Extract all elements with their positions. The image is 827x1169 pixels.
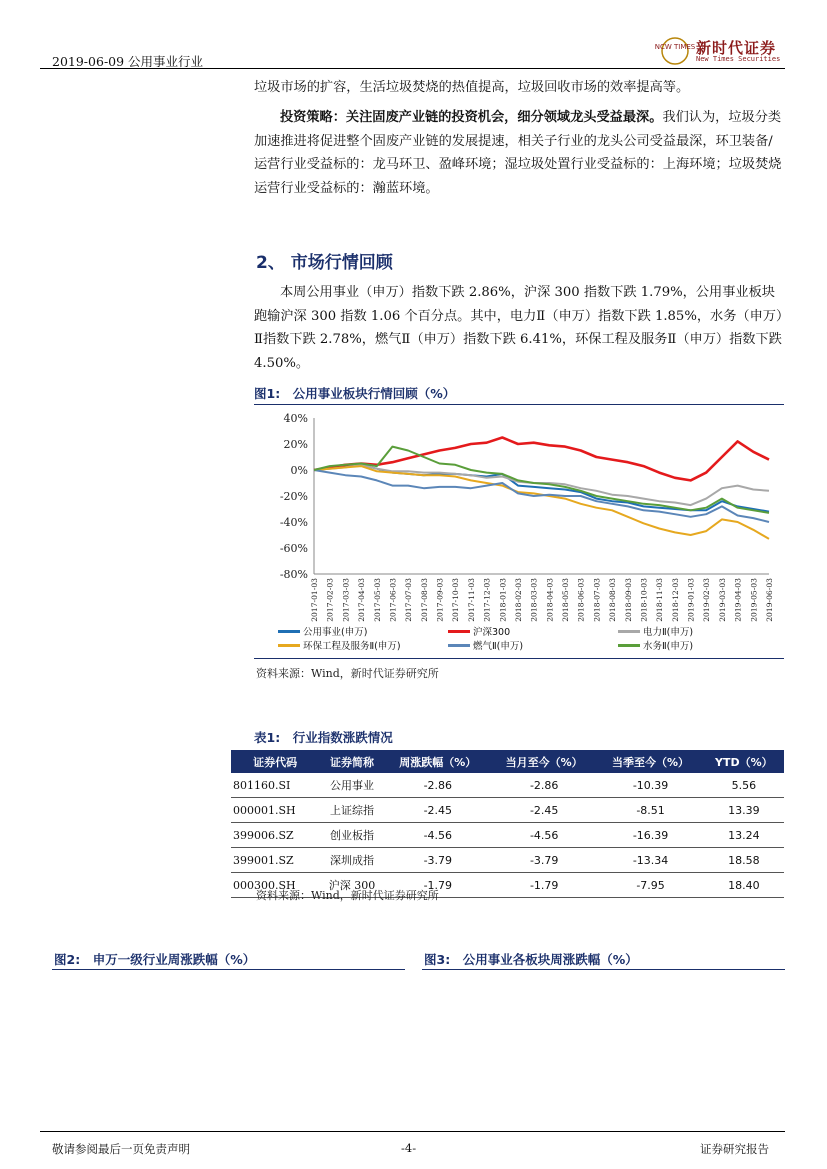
table-cell: -2.86: [385, 773, 491, 798]
legend-item: [278, 624, 367, 638]
chart-x-tick-label: 2018-05-03: [561, 578, 571, 622]
table-cell: 创业板指: [319, 823, 384, 848]
chart-x-tick-label: 2017-11-03: [466, 578, 476, 622]
chart-x-tick-label: 2018-04-03: [545, 578, 555, 622]
chart-y-tick-label: 0%: [290, 464, 308, 477]
table-cell: 沪深 300: [319, 873, 384, 898]
table-header-cell: YTD（%）: [704, 750, 784, 773]
table-header-cell: 周涨跌幅（%）: [385, 750, 491, 773]
table-cell: -7.95: [597, 873, 703, 898]
chart-x-tick-label: 2018-11-03: [655, 578, 665, 622]
legend-swatch: [278, 630, 300, 633]
footer-disclaimer: 敬请参阅最后一页免责声明: [52, 1142, 190, 1156]
chart-x-tick-label: 2017-10-03: [451, 578, 461, 622]
table-cell: 18.40: [704, 873, 784, 898]
table-cell: 000300.SH: [231, 873, 319, 898]
chart-x-tick-label: 2019-02-03: [702, 578, 712, 622]
table-cell: -13.34: [597, 848, 703, 873]
chart-x-tick-label: 2018-08-03: [608, 578, 618, 622]
chart-x-tick-label: 2017-04-03: [357, 578, 367, 622]
header-date-industry: 2019-06-09 公用事业行业: [52, 54, 204, 69]
legend-swatch: [278, 644, 300, 647]
table-cell: -2.86: [491, 773, 597, 798]
table-row: [231, 798, 784, 823]
legend-item: [618, 624, 693, 638]
table-cell: 13.39: [704, 798, 784, 823]
legend-swatch: [448, 644, 470, 647]
table-cell: -4.56: [491, 823, 597, 848]
legend-label: 电力Ⅱ(申万): [643, 627, 694, 638]
legend-item: [448, 638, 523, 652]
chart-x-tick-label: 2017-02-03: [325, 578, 335, 622]
table-cell: -2.45: [491, 798, 597, 823]
footer-page-number: -4-: [401, 1141, 417, 1155]
investment-strategy-heading: 投资策略：关注固废产业链的投资机会，细分领域龙头受益最深。: [280, 110, 663, 125]
section-title: 2、 市场行情回顾: [256, 253, 393, 273]
footer-rule: [40, 1131, 785, 1132]
table-header-cell: 证券简称: [319, 750, 384, 773]
chart-y-tick-label: -40%: [279, 516, 308, 529]
table-header-cell: 当季至今（%）: [597, 750, 703, 773]
chart-y-tick-label: 40%: [283, 412, 308, 425]
table-row: [231, 823, 784, 848]
legend-item: [448, 624, 510, 638]
chart-x-tick-label: 2018-02-03: [513, 578, 523, 622]
chart-x-tick-label: 2019-03-03: [717, 578, 727, 622]
chart-x-tick-label: 2018-07-03: [592, 578, 602, 622]
header-rule: [40, 68, 785, 69]
chart-x-tick-label: 2017-06-03: [388, 578, 398, 622]
table-header-cell: 证券代码: [231, 750, 319, 773]
chart-x-tick-label: 2019-05-03: [749, 578, 759, 622]
legend-label: 燃气Ⅱ(申万): [473, 641, 524, 652]
table-cell: 公用事业: [319, 773, 384, 798]
table-cell: 801160.SI: [231, 773, 319, 798]
table-cell: -4.56: [385, 823, 491, 848]
figure1-bottom-rule: [254, 658, 784, 659]
investment-strategy-text: 我们认为，垃圾分类加速推进将促进整个固废产业链的发展提速，相关子行业的龙头公司受益最深，环卫装备/运营行业受益标的：龙马环卫、盈峰环境；湿垃圾处置行业受益标的：上海环境；垃圾焚烧运营行业受益标的：瀚蓝环境。: [254, 110, 782, 196]
chart-x-tick-label: 2017-07-03: [404, 578, 414, 622]
figure1-caption: 图1: 公用事业板块行情回顾（%）: [254, 386, 456, 401]
market-review-chart: [254, 406, 784, 656]
chart-x-tick-label: 2018-01-03: [498, 578, 508, 622]
footer-report-type: 证券研究报告: [700, 1142, 769, 1156]
chart-series-line: [314, 447, 769, 513]
paragraph-1: 垃圾市场的扩容，生活垃圾焚烧的热值提高，垃圾回收市场的效率提高等。: [254, 80, 690, 95]
table-cell: -3.79: [491, 848, 597, 873]
table1-source: 资料来源：Wind，新时代证券研究所: [256, 889, 439, 902]
table-header-row: [231, 750, 784, 773]
legend-label: 环保工程及服务Ⅱ(申万): [303, 641, 401, 652]
chart-x-tick-label: 2019-01-03: [686, 578, 696, 622]
table-cell: 深圳成指: [319, 848, 384, 873]
chart-x-tick-label: 2018-10-03: [639, 578, 649, 622]
company-logo-icon: [655, 36, 695, 66]
legend-swatch: [448, 630, 470, 633]
chart-x-tick-label: 2017-12-03: [482, 578, 492, 622]
legend-swatch: [618, 630, 640, 633]
table-cell: -2.45: [385, 798, 491, 823]
table-cell: -1.79: [385, 873, 491, 898]
industry-index-table: [231, 750, 784, 898]
table-cell: -1.79: [491, 873, 597, 898]
paragraph-market-review: 本周公用事业（申万）指数下跌 2.86%，沪深 300 指数下跌 1.79%，公用事业板块跑输沪深 300 指数 1.06 个百分点。其中，电力Ⅱ（申万）指数下跌 1.85%，水务（申万）Ⅱ指数下跌 2.78%，燃气Ⅱ（申万）指数下跌 6.41%，环保工程及服务Ⅱ（申万）指数下跌 4.50%。: [254, 285, 783, 371]
figure3-caption-rule: [422, 969, 785, 970]
table-row: [231, 848, 784, 873]
legend-label: 沪深300: [473, 627, 511, 638]
table-cell: 18.58: [704, 848, 784, 873]
logo-badge-text: NCW TIMES: [655, 43, 695, 51]
chart-legend: [278, 624, 778, 652]
legend-item: [278, 638, 401, 652]
legend-item: [618, 638, 693, 652]
table-cell: 上证综指: [319, 798, 384, 823]
table-cell: 13.24: [704, 823, 784, 848]
chart-x-tick-label: 2018-09-03: [623, 578, 633, 622]
chart-x-tick-label: 2017-05-03: [372, 578, 382, 622]
chart-series-line: [314, 466, 769, 539]
table-cell: 5.56: [704, 773, 784, 798]
figure2-caption-rule: [52, 969, 405, 970]
legend-label: 公用事业(申万): [303, 627, 368, 638]
table-cell: 399001.SZ: [231, 848, 319, 873]
logo-sub-text: New Times Securities: [696, 55, 781, 63]
figure1-caption-rule: [254, 404, 784, 405]
chart-x-tick-label: 2018-03-03: [529, 578, 539, 622]
table1-caption: 表1: 行业指数涨跌情况: [254, 730, 393, 745]
table-cell: -8.51: [597, 798, 703, 823]
chart-y-tick-label: -20%: [279, 490, 308, 503]
table-header-cell: 当月至今（%）: [491, 750, 597, 773]
paragraph-investment-strategy: [254, 106, 784, 200]
figure1-source: 资料来源：Wind，新时代证券研究所: [256, 667, 439, 680]
chart-x-tick-label: 2017-08-03: [419, 578, 429, 622]
chart-x-tick-label: 2017-03-03: [341, 578, 351, 622]
chart-x-tick-label: 2017-01-03: [310, 578, 319, 622]
table-cell: -16.39: [597, 823, 703, 848]
table-cell: 000001.SH: [231, 798, 319, 823]
chart-y-tick-label: -60%: [279, 542, 308, 555]
chart-y-tick-label: 20%: [283, 438, 308, 451]
table-row: [231, 773, 784, 798]
legend-swatch: [618, 644, 640, 647]
figure3-caption: 图3: 公用事业各板块周涨跌幅（%）: [424, 952, 638, 967]
chart-y-tick-label: -80%: [279, 568, 308, 581]
chart-x-tick-label: 2017-09-03: [435, 578, 445, 622]
chart-x-tick-label: 2019-06-03: [765, 578, 774, 622]
legend-label: 水务Ⅱ(申万): [643, 641, 694, 652]
table-cell: -10.39: [597, 773, 703, 798]
chart-x-tick-label: 2018-06-03: [576, 578, 586, 622]
logo-main-text: 新时代证券: [696, 39, 777, 57]
chart-x-tick-label: 2019-04-03: [733, 578, 743, 622]
table-cell: -3.79: [385, 848, 491, 873]
chart-x-tick-label: 2018-12-03: [670, 578, 680, 622]
table-cell: 399006.SZ: [231, 823, 319, 848]
figure2-caption: 图2: 申万一级行业周涨跌幅（%）: [54, 952, 256, 967]
chart-series-line: [314, 470, 769, 522]
